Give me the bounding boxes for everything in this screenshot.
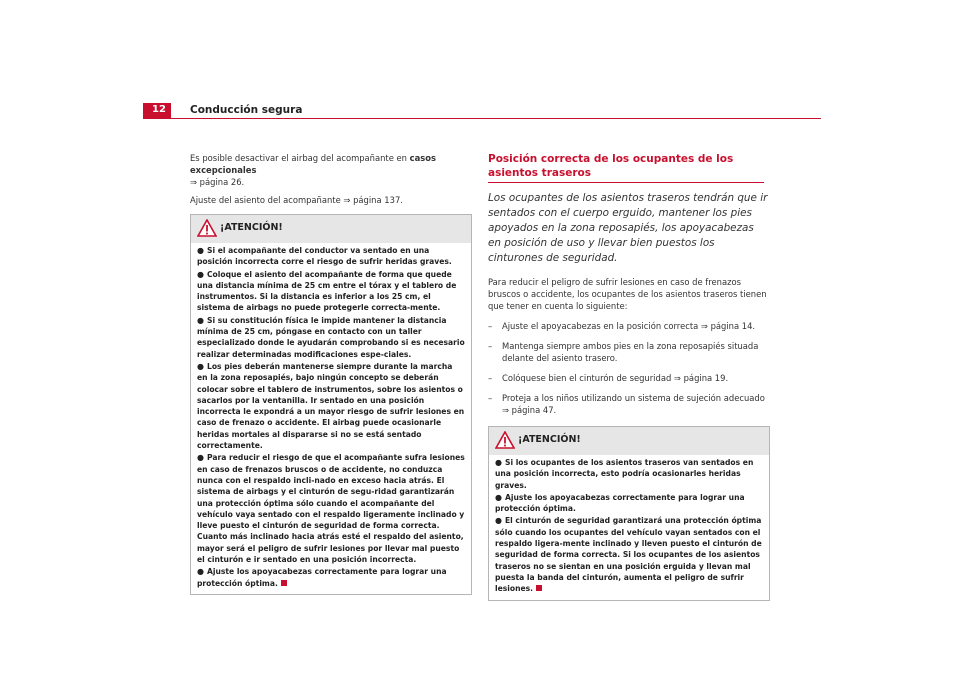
- step-text: Ajuste el apoyacabezas en la posición correcta ⇒ página 14.: [502, 321, 756, 331]
- warning-body: [489, 455, 769, 600]
- warning-title: ¡ATENCIÓN!: [518, 434, 581, 445]
- warning-box-passenger: [190, 214, 472, 595]
- dash-marker: –: [488, 321, 493, 331]
- running-title: Conducción segura: [190, 104, 303, 116]
- warning-box-rear: [488, 426, 770, 601]
- warning-header: [489, 427, 769, 455]
- step-text: Proteja a los niños utilizando un sistema de sujeción adecuado ⇒ página 47.: [502, 393, 765, 415]
- warning-item: [495, 457, 763, 491]
- bullet-icon: ●: [495, 492, 502, 502]
- step-item: [488, 340, 770, 364]
- airbag-deactivation-paragraph: [190, 152, 472, 188]
- bullet-icon: ●: [197, 453, 204, 463]
- warning-item-text: Para reducir el riesgo de que el acompañante sufra lesiones en caso de frenazos bruscos o de accidente, no conduzca nunca con el respaldo incli-nado en exceso hacia atrás. El sistema de airbags y el cinturón de segu-ridad garantizarán una protección óptima sólo cuando el acompañante del vehículo vaya sentado con el respaldo ligeramente inclinado y lleve puesto el cinturón de seguridad de forma correcta. Cuanto más inclinado hacia atrás esté el respaldo del asiento, mayor será el peligro de sufrir lesiones por llevar mal puesto el cinturón e ir sentado en una posición incorrecta.: [197, 453, 465, 565]
- section-end-icon: [281, 580, 287, 586]
- warning-item-text: Ajuste los apoyacabezas correctamente para lograr una protección óptima.: [495, 492, 745, 514]
- left-column: [190, 152, 472, 595]
- step-text: Mantenga siempre ambos pies en la zona reposapiés situada delante del asiento trasero.: [502, 341, 759, 363]
- step-item: [488, 392, 770, 416]
- dash-marker: –: [488, 393, 493, 403]
- lead-paragraph: Los ocupantes de los asientos traseros tendrán que ir sentados con el cuerpo erguido, mantener los pies apoyados en la zona reposapiés, los apoyacabezas en posición de uso y llevar bien puestos los cinturones de seguridad.: [488, 192, 768, 264]
- right-column: [488, 152, 770, 601]
- bullet-icon: ●: [495, 516, 502, 526]
- warning-item: [197, 245, 465, 268]
- section-title: Posición correcta de los ocupantes de los asientos traseros: [488, 153, 734, 179]
- paragraph-text: Es posible desactivar el airbag del acompañante en: [190, 153, 410, 163]
- warning-body: [191, 243, 471, 594]
- warning-item-text: El cinturón de seguridad garantizará una protección óptima sólo cuando los ocupantes del vehículo vayan sentados con el respaldo ligera-mente inclinado y lleven puesto el cinturón de seguridad de forma correcta. Si los ocupantes de los asientos traseros no se sientan en una posición erguida y llevan mal puesta la banda del cinturón, aumenta el peligro de sufrir lesiones.: [495, 516, 762, 594]
- warning-item: [197, 452, 465, 565]
- page-number: 12: [152, 104, 166, 115]
- warning-header: [191, 215, 471, 243]
- warning-item-text: Si los ocupantes de los asientos traseros van sentados en una posición incorrecta, esto podría ocasionarles heridas graves.: [495, 458, 754, 490]
- bullet-icon: ●: [197, 361, 204, 371]
- dash-marker: –: [488, 341, 493, 351]
- warning-item: [197, 269, 465, 314]
- warning-item: [197, 566, 465, 589]
- warning-item-text: Ajuste los apoyacabezas correctamente para lograr una protección óptima.: [197, 567, 447, 588]
- bullet-icon: ●: [197, 269, 204, 279]
- warning-item-text: Si su constitución física le impide mantener la distancia mínima de 25 cm, póngase en contacto con un taller especializado donde le ayudarán comprobando si es necesario realizar determinadas modificaciones espe-ciales.: [197, 315, 465, 359]
- bullet-icon: ●: [197, 246, 204, 255]
- warning-item-text: Los pies deberán mantenerse siempre durante la marcha en la zona reposapiés, bajo ningún concepto se deberán colocar sobre el tablero de instrumentos, sobre los asientos o sacarlos por la ventanilla. Ir sentado en una posición incorrecta le expondrá a un mayor riesgo de sufrir lesiones en caso de frenazo o accidente. El airbag puede ocasionarle heridas mortales al dispararse si no se está sentado correctamente.: [197, 361, 465, 451]
- bullet-icon: ●: [197, 567, 204, 577]
- warning-title: ¡ATENCIÓN!: [220, 222, 283, 233]
- intro-paragraph: Para reducir el peligro de sufrir lesiones en caso de frenazos bruscos o accidente, los ocupantes de los asientos traseros tienen que tener en cuenta lo siguiente:: [488, 277, 767, 311]
- step-item: [488, 372, 770, 384]
- step-item: [488, 320, 770, 332]
- bullet-icon: ●: [495, 458, 502, 467]
- bullet-icon: ●: [197, 315, 204, 325]
- seat-adjust-paragraph: Ajuste del asiento del acompañante ⇒ página 137.: [190, 195, 403, 205]
- dash-marker: –: [488, 373, 493, 383]
- warning-triangle-icon: [495, 431, 515, 449]
- warning-item-text: Coloque el asiento del acompañante de forma que quede una distancia mínima de 25 cm entre el tórax y el tablero de instrumentos. Si la distancia es inferior a los 25 cm, el sistema de airbags no puede protegerle correcta-mente.: [197, 269, 457, 313]
- step-text: Colóquese bien el cinturón de seguridad ⇒ página 19.: [502, 373, 729, 383]
- header-rule: [171, 118, 821, 119]
- page-reference-link[interactable]: ⇒ página 26.: [190, 177, 245, 187]
- warning-item: [495, 515, 763, 594]
- warning-triangle-icon: [197, 219, 217, 237]
- warning-item: [197, 315, 465, 360]
- warning-item-text: Si el acompañante del conductor va sentado en una posición incorrecta corre el riesgo de sufrir heridas graves.: [197, 246, 452, 267]
- section-title-rule: [488, 182, 764, 183]
- warning-item: [197, 361, 465, 451]
- warning-item: [495, 492, 763, 515]
- bold-phrase: casos excepcionales: [190, 153, 436, 175]
- section-end-icon: [536, 585, 542, 591]
